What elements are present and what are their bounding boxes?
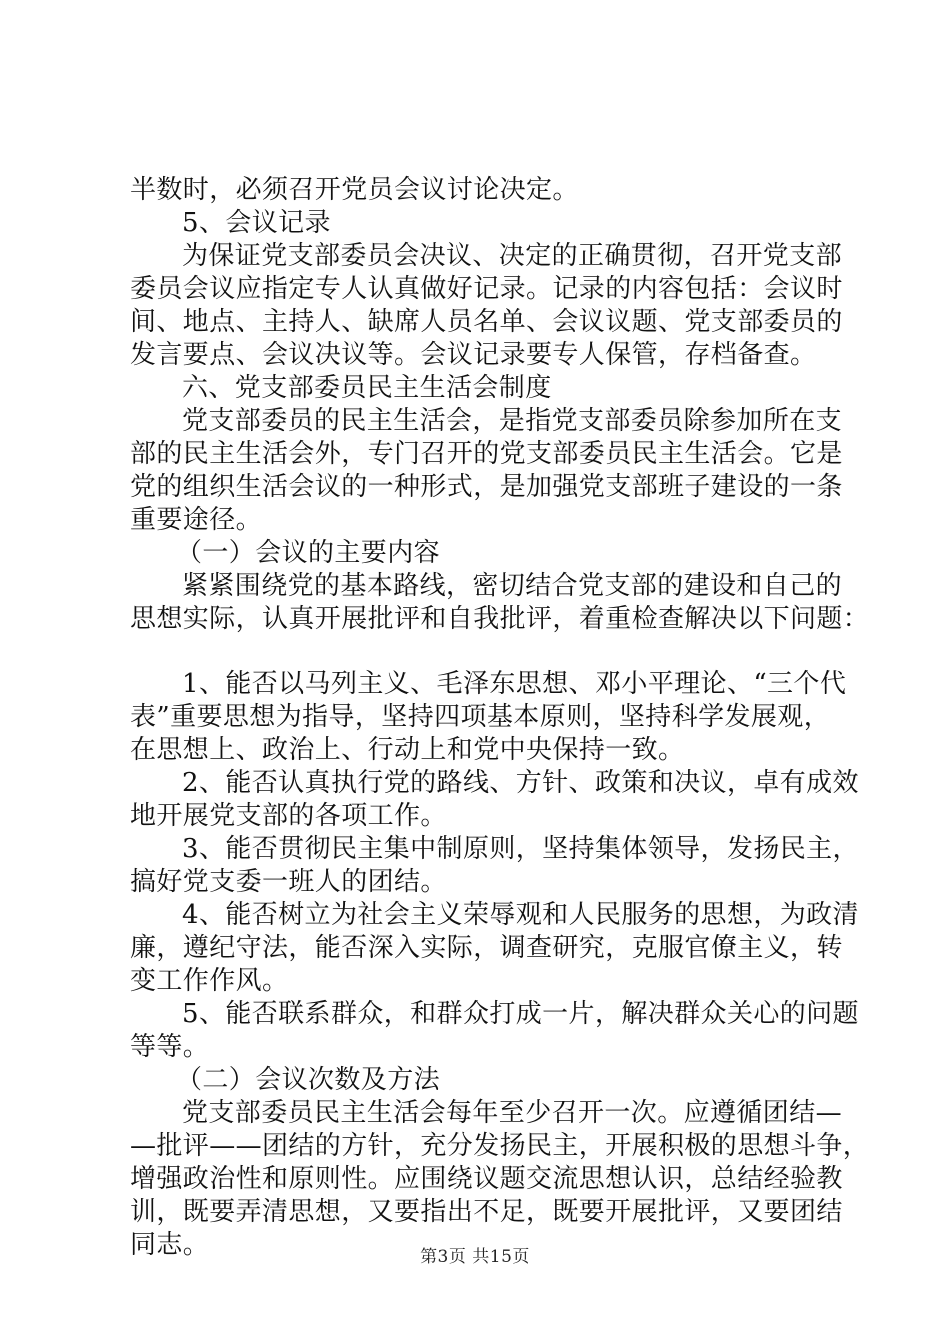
text-line: 表”重要思想为指导，坚持四项基本原则，坚持科学发展观， (130, 702, 831, 732)
list-item: 1、能否以马列主义、毛泽东思想、邓小平理论、“三个代 (182, 669, 847, 699)
section-heading: 5、会议记录 (182, 208, 331, 238)
text-line: 紧紧围绕党的基本路线，密切结合党支部的建设和自己的 (182, 571, 843, 601)
text-line: 党的组织生活会议的一种形式，是加强党支部班子建设的一条 (130, 472, 843, 502)
text-line: 间、地点、主持人、缺席人员名单、会议议题、党支部委员的 (130, 307, 843, 337)
text-line: 发言要点、会议决议等。会议记录要专人保管，存档备查。 (130, 340, 817, 370)
section-heading: （一）会议的主要内容 (176, 538, 441, 568)
text-line: 变工作作风。 (130, 966, 289, 996)
text-line: 思想实际，认真开展批评和自我批评，着重检查解决以下问题： (130, 604, 870, 634)
list-item: 3、能否贯彻民主集中制原则，坚持集体领导，发扬民主， (182, 834, 859, 864)
text-line: 为保证党支部委员会决议、决定的正确贯彻，召开党支部 (182, 241, 843, 271)
section-heading: （二）会议次数及方法 (176, 1065, 441, 1095)
text-line: —批评——团结的方针，充分发扬民主，开展积极的思想斗争， (130, 1131, 870, 1161)
page-number: 第3页 共15页 (420, 1247, 530, 1267)
text-line: 训，既要弄清思想，又要指出不足，既要开展批评，又要团结 (130, 1197, 843, 1227)
text-line: 地开展党支部的各项工作。 (130, 801, 447, 831)
document-body (130, 174, 870, 1262)
text-line: 增强政治性和原则性。应围绕议题交流思想认识，总结经验教 (130, 1164, 843, 1194)
list-item: 2、能否认真执行党的路线、方针、政策和决议，卓有成效 (182, 768, 859, 798)
text-line: 党支部委员的民主生活会，是指党支部委员除参加所在支 (182, 406, 843, 436)
list-item: 5、能否联系群众，和群众打成一片，解决群众关心的问题 (182, 999, 859, 1029)
section-heading: 六、党支部委员民主生活会制度 (182, 373, 552, 403)
text-line: 半数时，必须召开党员会议讨论决定。 (130, 175, 579, 205)
list-item: 4、能否树立为社会主义荣辱观和人民服务的思想，为政清 (182, 900, 859, 930)
text-line: 搞好党支委一班人的团结。 (130, 867, 447, 897)
text-line: 同志。 (130, 1230, 210, 1260)
text-line: 委员会议应指定专人认真做好记录。记录的内容包括：会议时 (130, 274, 843, 304)
text-line: 廉，遵纪守法，能否深入实际，调查研究，克服官僚主义，转 (130, 933, 843, 963)
text-line: 在思想上、政治上、行动上和党中央保持一致。 (130, 735, 685, 765)
blank-line (130, 636, 850, 668)
text-line: 重要途径。 (130, 505, 263, 535)
text-line: 党支部委员民主生活会每年至少召开一次。应遵循团结— (182, 1098, 843, 1128)
text-line: 部的民主生活会外，专门召开的党支部委员民主生活会。它是 (130, 439, 843, 469)
text-line: 等等。 (130, 1032, 210, 1062)
